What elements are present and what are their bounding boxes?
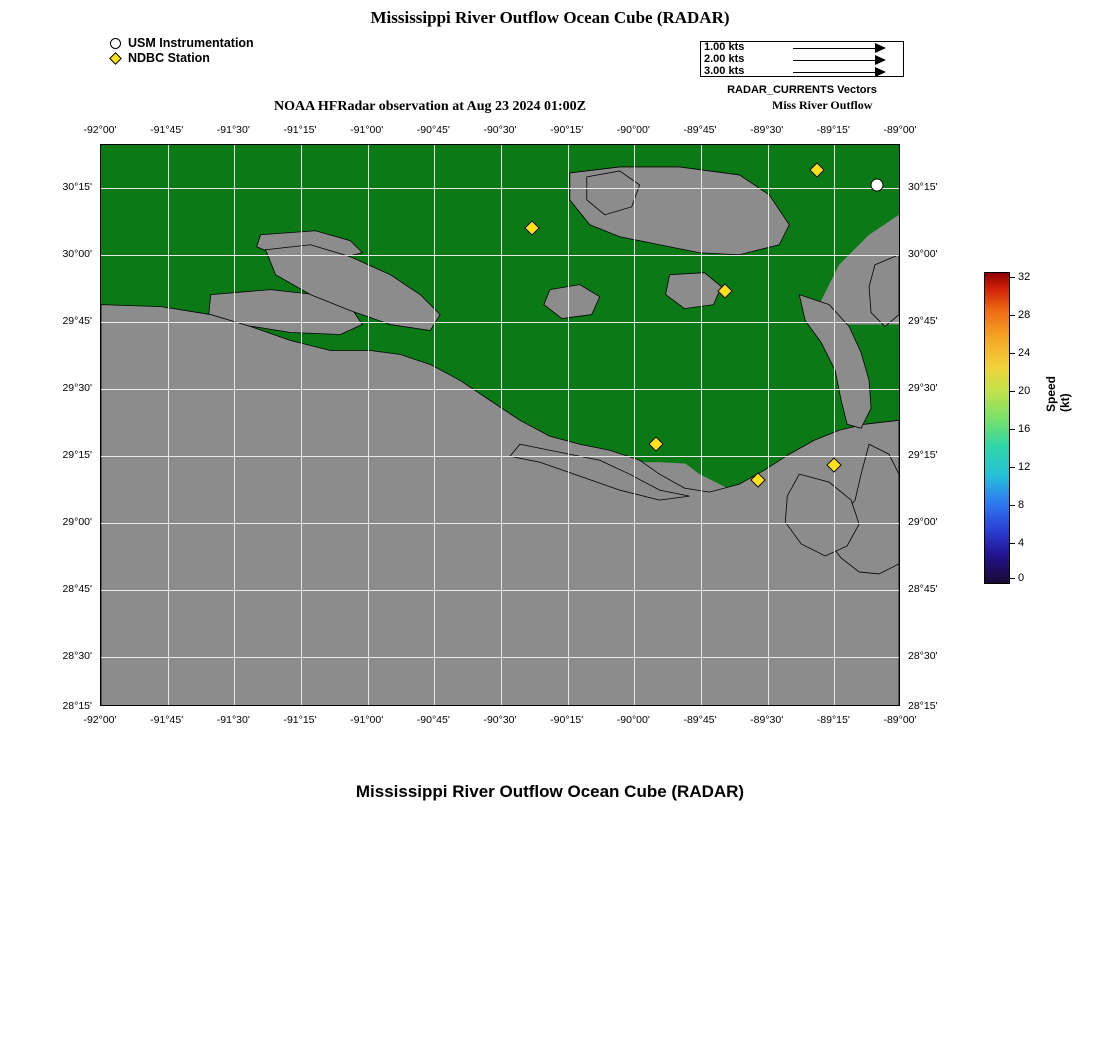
x-tick-label-top: -89°30' bbox=[750, 124, 784, 136]
colorbar-tick-label: 24 bbox=[1018, 347, 1031, 359]
x-tick-label-bottom: -89°30' bbox=[750, 714, 784, 726]
grid-line-vertical bbox=[434, 145, 435, 705]
colorbar-tick-label: 4 bbox=[1018, 537, 1025, 549]
legend-item-ndbc bbox=[110, 51, 370, 66]
page-title: Mississippi River Outflow Ocean Cube (RADAR) bbox=[370, 8, 730, 27]
vector-key-caption: RADAR_CURRENTS Vectors bbox=[727, 84, 877, 96]
y-tick-label-left: 30°15' bbox=[62, 181, 92, 193]
grid-line-horizontal bbox=[101, 657, 899, 658]
bottom-caption: Mississippi River Outflow Ocean Cube (RADAR) bbox=[355, 782, 745, 801]
vector-arrow-shaft bbox=[793, 72, 875, 73]
vector-key-row bbox=[701, 66, 903, 78]
x-tick-label-top: -90°15' bbox=[550, 124, 584, 136]
y-tick-label-right: 30°15' bbox=[908, 181, 938, 193]
y-tick-label-left: 28°30' bbox=[62, 650, 92, 662]
y-tick-label-right: 29°45' bbox=[908, 315, 938, 327]
vector-arrow-shaft bbox=[793, 48, 875, 49]
x-tick-label-bottom: -90°15' bbox=[550, 714, 584, 726]
y-tick-label-right: 28°45' bbox=[908, 583, 938, 595]
grid-line-horizontal bbox=[101, 322, 899, 323]
y-tick-label-left: 29°30' bbox=[62, 382, 92, 394]
grid-line-vertical bbox=[234, 145, 235, 705]
grid-line-vertical bbox=[501, 145, 502, 705]
vector-arrow-head bbox=[875, 55, 886, 65]
grid-line-vertical bbox=[634, 145, 635, 705]
x-tick-label-bottom: -92°00' bbox=[83, 714, 117, 726]
colorbar-tick bbox=[1010, 277, 1015, 278]
x-tick-label-top: -91°45' bbox=[150, 124, 184, 136]
colorbar-tick bbox=[1010, 429, 1015, 430]
y-tick-label-right: 29°00' bbox=[908, 516, 938, 528]
colorbar-gradient bbox=[984, 272, 1010, 584]
x-tick-label-top: -89°00' bbox=[883, 124, 917, 136]
y-tick-label-left: 28°45' bbox=[62, 583, 92, 595]
grid-line-vertical bbox=[301, 145, 302, 705]
x-tick-label-bottom: -89°15' bbox=[816, 714, 850, 726]
grid-line-horizontal bbox=[101, 590, 899, 591]
vector-scale-key bbox=[700, 41, 904, 77]
x-tick-label-bottom: -91°45' bbox=[150, 714, 184, 726]
map-canvas[interactable] bbox=[100, 144, 900, 706]
grid-line-horizontal bbox=[101, 389, 899, 390]
colorbar-title: Speed (kt) bbox=[1044, 376, 1072, 413]
grid-line-horizontal bbox=[101, 255, 899, 256]
y-tick-label-right: 29°30' bbox=[908, 382, 938, 394]
x-tick-label-bottom: -89°45' bbox=[683, 714, 717, 726]
grid-line-vertical bbox=[834, 145, 835, 705]
grid-line-vertical bbox=[701, 145, 702, 705]
grid-line-horizontal bbox=[101, 188, 899, 189]
y-tick-label-right: 29°15' bbox=[908, 449, 938, 461]
y-tick-label-right: 28°15' bbox=[908, 700, 938, 712]
colorbar-tick bbox=[1010, 467, 1015, 468]
vector-key-label: 2.00 kts bbox=[704, 53, 745, 65]
colorbar-tick bbox=[1010, 543, 1015, 544]
x-tick-label-top: -91°30' bbox=[216, 124, 250, 136]
colorbar-tick-label: 8 bbox=[1018, 499, 1025, 511]
x-tick-label-bottom: -89°00' bbox=[883, 714, 917, 726]
vector-arrow-head bbox=[875, 67, 886, 77]
y-tick-label-right: 28°30' bbox=[908, 650, 938, 662]
legend-item-label: USM Instrumentation bbox=[128, 36, 254, 50]
colorbar-tick bbox=[1010, 315, 1015, 316]
outflow-region-label: Miss River Outflow bbox=[772, 98, 873, 112]
vector-arrow-shaft bbox=[793, 60, 875, 61]
vector-key-label: 3.00 kts bbox=[704, 65, 745, 77]
y-tick-label-left: 30°00' bbox=[62, 248, 92, 260]
grid-line-vertical bbox=[368, 145, 369, 705]
y-tick-label-left: 28°15' bbox=[62, 700, 92, 712]
grid-line-vertical bbox=[768, 145, 769, 705]
colorbar-tick-label: 32 bbox=[1018, 271, 1031, 283]
x-tick-label-top: -89°45' bbox=[683, 124, 717, 136]
y-tick-label-right: 30°00' bbox=[908, 248, 938, 260]
y-tick-label-left: 29°00' bbox=[62, 516, 92, 528]
colorbar-tick-label: 12 bbox=[1018, 461, 1031, 473]
colorbar-tick-label: 28 bbox=[1018, 309, 1031, 321]
colorbar-tick bbox=[1010, 505, 1015, 506]
map-subtitle: NOAA HFRadar observation at Aug 23 2024 01:00Z bbox=[273, 99, 587, 114]
grid-line-horizontal bbox=[101, 523, 899, 524]
vector-key-label: 1.00 kts bbox=[704, 41, 745, 53]
legend-item-label: NDBC Station bbox=[128, 51, 210, 65]
x-tick-label-bottom: -91°00' bbox=[350, 714, 384, 726]
grid-line-horizontal bbox=[101, 456, 899, 457]
diamond-marker-icon bbox=[109, 52, 122, 65]
usm-instrumentation-marker[interactable] bbox=[871, 179, 884, 192]
x-tick-label-bottom: -90°30' bbox=[483, 714, 517, 726]
colorbar-tick bbox=[1010, 353, 1015, 354]
x-tick-label-top: -90°45' bbox=[416, 124, 450, 136]
colorbar-tick-label: 20 bbox=[1018, 385, 1031, 397]
colorbar-tick bbox=[1010, 391, 1015, 392]
x-tick-label-top: -90°30' bbox=[483, 124, 517, 136]
x-tick-label-bottom: -91°30' bbox=[216, 714, 250, 726]
colorbar-tick bbox=[1010, 578, 1015, 579]
x-tick-label-top: -89°15' bbox=[816, 124, 850, 136]
colorbar-tick-label: 16 bbox=[1018, 423, 1031, 435]
circle-marker-icon bbox=[110, 38, 121, 49]
grid-line-vertical bbox=[168, 145, 169, 705]
x-tick-label-bottom: -90°45' bbox=[416, 714, 450, 726]
x-tick-label-bottom: -90°00' bbox=[616, 714, 650, 726]
x-tick-label-bottom: -91°15' bbox=[283, 714, 317, 726]
map-legend bbox=[110, 36, 370, 66]
y-tick-label-left: 29°15' bbox=[62, 449, 92, 461]
x-tick-label-top: -91°00' bbox=[350, 124, 384, 136]
vector-arrow-head bbox=[875, 43, 886, 53]
colorbar-tick-label: 0 bbox=[1018, 572, 1025, 584]
x-tick-label-top: -90°00' bbox=[616, 124, 650, 136]
x-tick-label-top: -91°15' bbox=[283, 124, 317, 136]
y-tick-label-left: 29°45' bbox=[62, 315, 92, 327]
grid-line-vertical bbox=[568, 145, 569, 705]
legend-item-usm bbox=[110, 36, 370, 51]
x-tick-label-top: -92°00' bbox=[83, 124, 117, 136]
coastline-and-data-layer bbox=[101, 145, 899, 706]
